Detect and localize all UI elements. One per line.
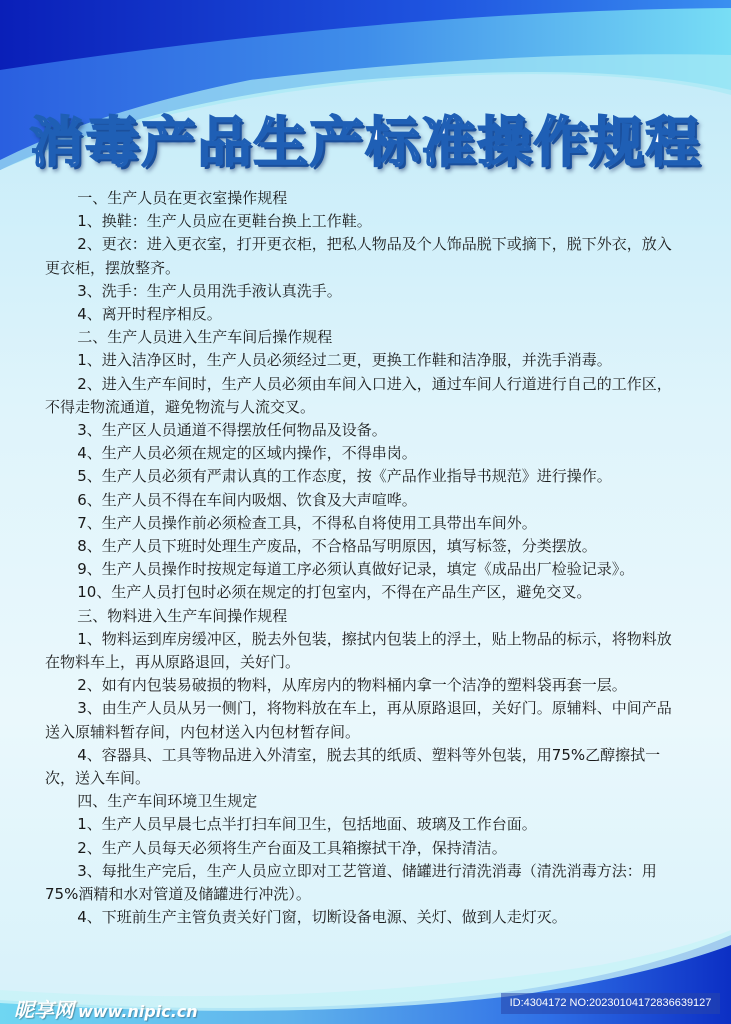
section-heading: 四、生产车间环境卫生规定 <box>77 792 258 811</box>
paragraph: 10、生产人员打包时必须在规定的打包室内，不得在产品生产区，避免交叉。 <box>77 583 592 602</box>
watermark-logo-text: 昵享网 <box>14 998 74 1022</box>
paragraph: 1、物料运到库房缓冲区，脱去外包装，擦拭内包装上的浮土，贴上物品的标示，将物料放在物料车上，再从原路退回，关好门。 <box>45 629 672 672</box>
paragraph: 1、换鞋：生产人员应在更鞋台换上工作鞋。 <box>77 212 372 231</box>
paragraph: 3、生产区人员通道不得摆放任何物品及设备。 <box>77 421 387 440</box>
paragraph: 5、生产人员必须有严肃认真的工作态度，按《产品作业指导书规范》进行操作。 <box>77 467 612 486</box>
paragraph: 8、生产人员下班时处理生产废品，不合格品写明原因，填写标签，分类摆放。 <box>77 537 597 556</box>
paragraph: 3、由生产人员从另一侧门，将物料放在车上，再从原路退回，关好门。原辅料、中间产品送入原辅料暂存间，内包材送入内包材暂存间。 <box>45 699 672 741</box>
paragraph: 4、下班前生产主管负责关好门窗，切断设备电源、关灯、做到人走灯灭。 <box>77 908 567 927</box>
watermark-url: www.nipic.cn <box>78 1002 198 1021</box>
paragraph: 2、进入生产车间时，生产人员必须由车间入口进入，通过车间人行道进行自己的工作区，不得走物流通道，避免物流与人流交叉。 <box>45 374 672 416</box>
section-heading: 二、生产人员进入生产车间后操作规程 <box>77 328 333 347</box>
paragraph: 3、每批生产完后，生产人员应立即对工艺管道、储罐进行清洗消毒（清洗消毒方法：用75%酒精和水对管道及储罐进行冲洗）。 <box>45 861 657 904</box>
watermark-logo <box>14 994 198 1023</box>
paragraph: 1、进入洁净区时，生产人员必须经过二更，更换工作鞋和洁净服，并洗手消毒。 <box>77 351 612 370</box>
paragraph: 4、容器具、工具等物品进入外清室，脱去其的纸质、塑料等外包装，用75%乙醇擦拭一次，送入车间。 <box>45 745 661 788</box>
paragraph: 2、生产人员每天必须将生产台面及工具箱擦拭干净，保持清洁。 <box>77 838 507 857</box>
image-id-label: ID:4304172 NO:20230104172836639127 <box>501 993 720 1014</box>
section-heading: 一、生产人员在更衣室操作规程 <box>77 189 288 207</box>
paragraph: 3、洗手：生产人员用洗手液认真洗手。 <box>77 281 342 300</box>
procedure-text <box>45 187 683 930</box>
paragraph: 4、离开时程序相反。 <box>77 305 222 324</box>
paragraph: 7、生产人员操作前必须检查工具，不得私自将使用工具带出车间外。 <box>77 513 537 532</box>
paragraph: 6、生产人员不得在车间内吸烟、饮食及大声喧哗。 <box>77 490 417 509</box>
section-heading: 三、物料进入生产车间操作规程 <box>77 606 288 625</box>
paragraph: 2、如有内包装易破损的物料，从库房内的物料桶内拿一个洁净的塑料袋再套一层。 <box>77 676 627 695</box>
paragraph: 1、生产人员早晨七点半打扫车间卫生，包括地面、玻璃及工作台面。 <box>77 815 537 834</box>
paragraph: 4、生产人员必须在规定的区域内操作，不得串岗。 <box>77 444 417 463</box>
poster-title: 消毒产品生产标准操作规程 <box>29 111 702 174</box>
paragraph: 2、更衣：进入更衣室，打开更衣柜，把私人物品及个人饰品脱下或摘下，脱下外衣，放入更衣柜，摆放整齐。 <box>45 235 672 277</box>
paragraph: 9、生产人员操作时按规定每道工序必须认真做好记录，填定《成品出厂检验记录》。 <box>77 560 635 579</box>
